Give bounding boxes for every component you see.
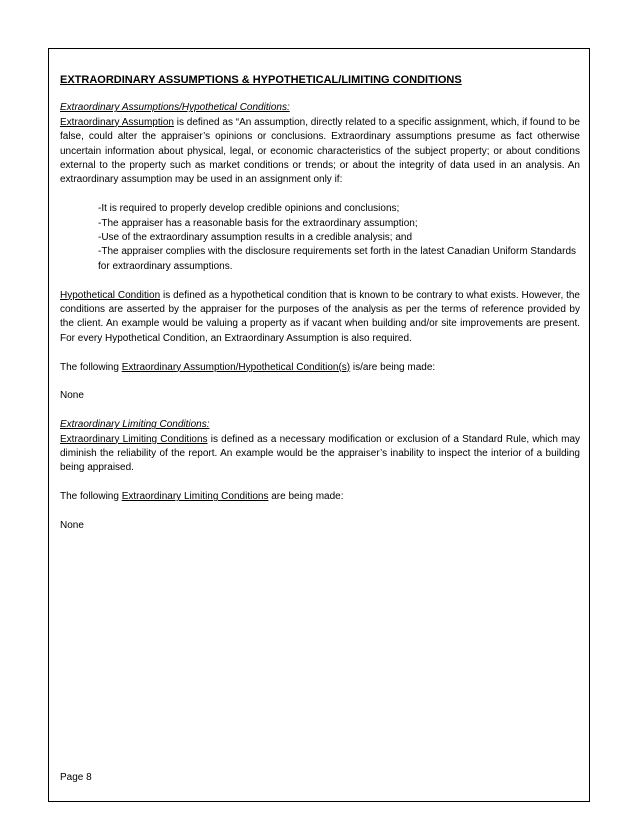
page-heading: EXTRAORDINARY ASSUMPTIONS & HYPOTHETICAL/LIMITING CONDITIONS [60, 74, 462, 86]
limiting-following-suffix: are being made: [268, 491, 344, 503]
hypothetical-following-term: Extraordinary Assumption/Hypothetical Condition(s) [121, 361, 351, 373]
limiting-term: Extraordinary Limiting Conditions [60, 433, 208, 445]
hypothetical-following-prefix: The following [60, 361, 122, 373]
hypothetical-following-suffix: is/are being made: [350, 361, 436, 373]
limiting-following-term: Extraordinary Limiting Conditions [121, 491, 269, 503]
limiting-subheading: Extraordinary Limiting Conditions: [60, 419, 210, 431]
assumptions-subheading: Extraordinary Assumptions/Hypothetical Conditions: [60, 102, 290, 114]
assumption-term: Extraordinary Assumption [60, 116, 174, 128]
hypothetical-value: None [60, 390, 84, 402]
section-limiting-conditions [60, 418, 580, 476]
page-number: Page 8 [60, 772, 92, 783]
hypothetical-following-paragraph [60, 361, 580, 375]
page-content [60, 73, 580, 548]
condition-item: -It is required to properly develop credible opinions and conclusions; [98, 203, 400, 215]
hypothetical-definition-paragraph [60, 289, 580, 347]
limiting-definition: is defined as a necessary modification or exclusion of a Standard Rule, which may diminish the reliability of the report. An example would be the appraiser’s inability to inspect the interior of a building being appraised. [60, 433, 581, 474]
hypothetical-definition: is defined as a hypothetical condition that is known to be contrary to what exists. However, the conditions are asserted by the appraiser for the purposes of the analysis as per the terms of reference provided by the client. An example would be valuing a property as if vacant when building and/or site improvements are present. For every Hypothetical Condition, an Extraordinary Assumption is also required. [60, 289, 580, 344]
condition-item: -The appraiser has a reasonable basis for the extraordinary assumption; [98, 217, 418, 229]
limiting-following-prefix: The following [60, 491, 122, 503]
condition-item: -The appraiser complies with the disclosure requirements set forth in the latest Canadian Uniform Standards for extraordinary assumptions. [98, 246, 577, 272]
hypothetical-term: Hypothetical Condition [60, 289, 161, 301]
condition-item: -Use of the extraordinary assumption results in a credible analysis; and [98, 232, 413, 244]
limiting-value: None [60, 520, 84, 532]
limiting-following-paragraph [60, 490, 580, 504]
section-assumptions [60, 101, 580, 187]
assumption-definition: is defined as “An assumption, directly related to a specific assignment, which, if found to be false, could alter the appraiser’s opinions or conclusions. Extraordinary assumptions presume as fact otherwise uncertain information about physical, legal, or economic characteristics of the subject property; or about conditions external to the property such as market conditions or trends; or about the integrity of data used in an analysis. An extraordinary assumption may be used in an assignment only if: [60, 116, 580, 186]
assumption-conditions-list [60, 202, 580, 274]
